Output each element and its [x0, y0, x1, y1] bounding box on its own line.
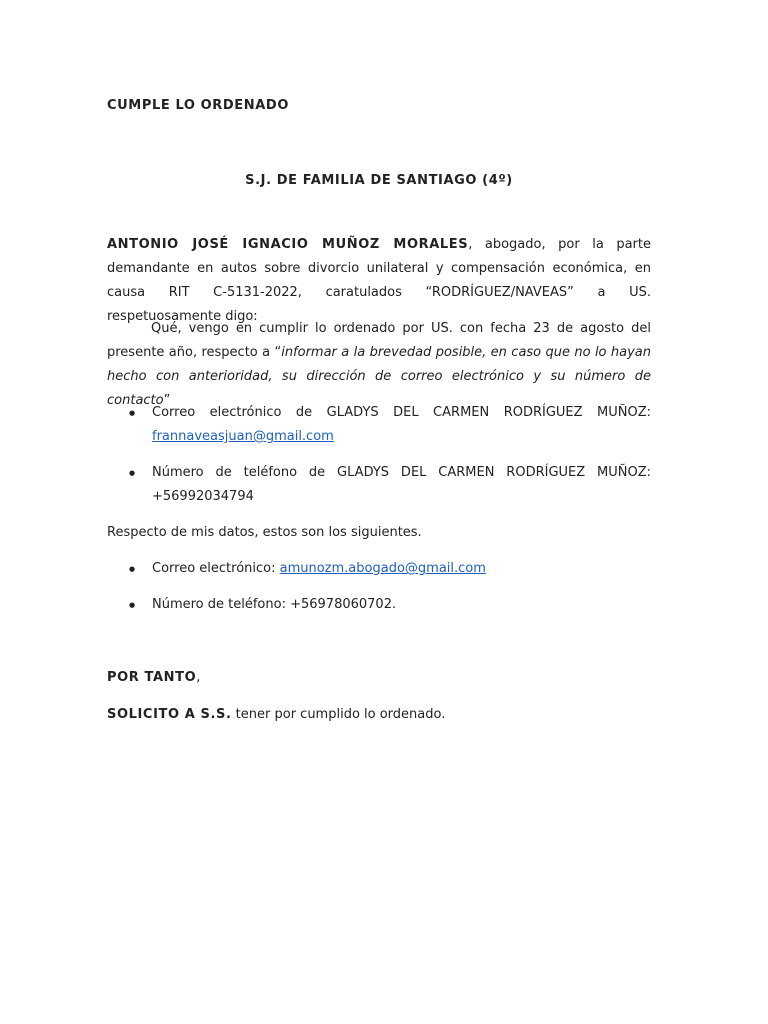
list-item: [107, 593, 651, 617]
compliance-tail: ”: [163, 393, 171, 408]
solicito-text: tener por cumplido lo ordenado.: [231, 707, 446, 722]
por-tanto-comma: ,: [196, 670, 201, 685]
demandada-contact-list: [107, 401, 651, 509]
email-link[interactable]: amunozm.abogado@gmail.com: [279, 561, 486, 576]
email-link[interactable]: frannaveasjuan@gmail.com: [152, 429, 334, 444]
solicito-label: SOLICITO A S.S.: [107, 707, 232, 722]
phone-value: +56992034794: [152, 489, 254, 504]
list-item: [107, 461, 651, 509]
por-tanto: [107, 666, 651, 690]
list-item-label: Número de teléfono de GLADYS DEL CARMEN RODRÍGUEZ MUÑOZ:: [152, 465, 651, 480]
compliance-quote: informar a la brevedad posible, en caso que no lo hayan hecho con anterioridad, su dirección de correo electrónico y su número de contacto: [107, 345, 651, 408]
solicito-paragraph: [107, 703, 651, 727]
por-tanto-label: POR TANTO: [107, 670, 197, 685]
compliance-lead: Qué, vengo en cumplir lo ordenado por US. con fecha 23 de agosto del presente año, respecto a “: [107, 321, 651, 360]
list-item-label: Número de teléfono:: [152, 597, 291, 612]
intro-paragraph: [107, 233, 651, 329]
lawyer-name: ANTONIO JOSÉ IGNACIO MUÑOZ MORALES: [107, 237, 469, 252]
own-data-intro: Respecto de mis datos, estos son los siguientes.: [107, 525, 422, 540]
compliance-paragraph: [107, 317, 651, 413]
list-item: [107, 401, 651, 449]
document-heading: CUMPLE LO ORDENADO: [107, 98, 289, 113]
intro-text: , abogado, por la parte demandante en autos sobre divorcio unilateral y compensación económica, en causa RIT C-5131-2022, caratulados “RODRÍGUEZ/NAVEAS” a US. respetuosamente digo:: [107, 237, 651, 324]
court-title: S.J. DE FAMILIA DE SANTIAGO (4º): [245, 173, 513, 188]
phone-value: +56978060702.: [290, 597, 397, 612]
list-item: [107, 557, 651, 581]
own-contact-list: [107, 557, 651, 617]
list-item-label: Correo electrónico de GLADYS DEL CARMEN RODRÍGUEZ MUÑOZ:: [152, 405, 651, 420]
list-item-label: Correo electrónico:: [152, 561, 280, 576]
